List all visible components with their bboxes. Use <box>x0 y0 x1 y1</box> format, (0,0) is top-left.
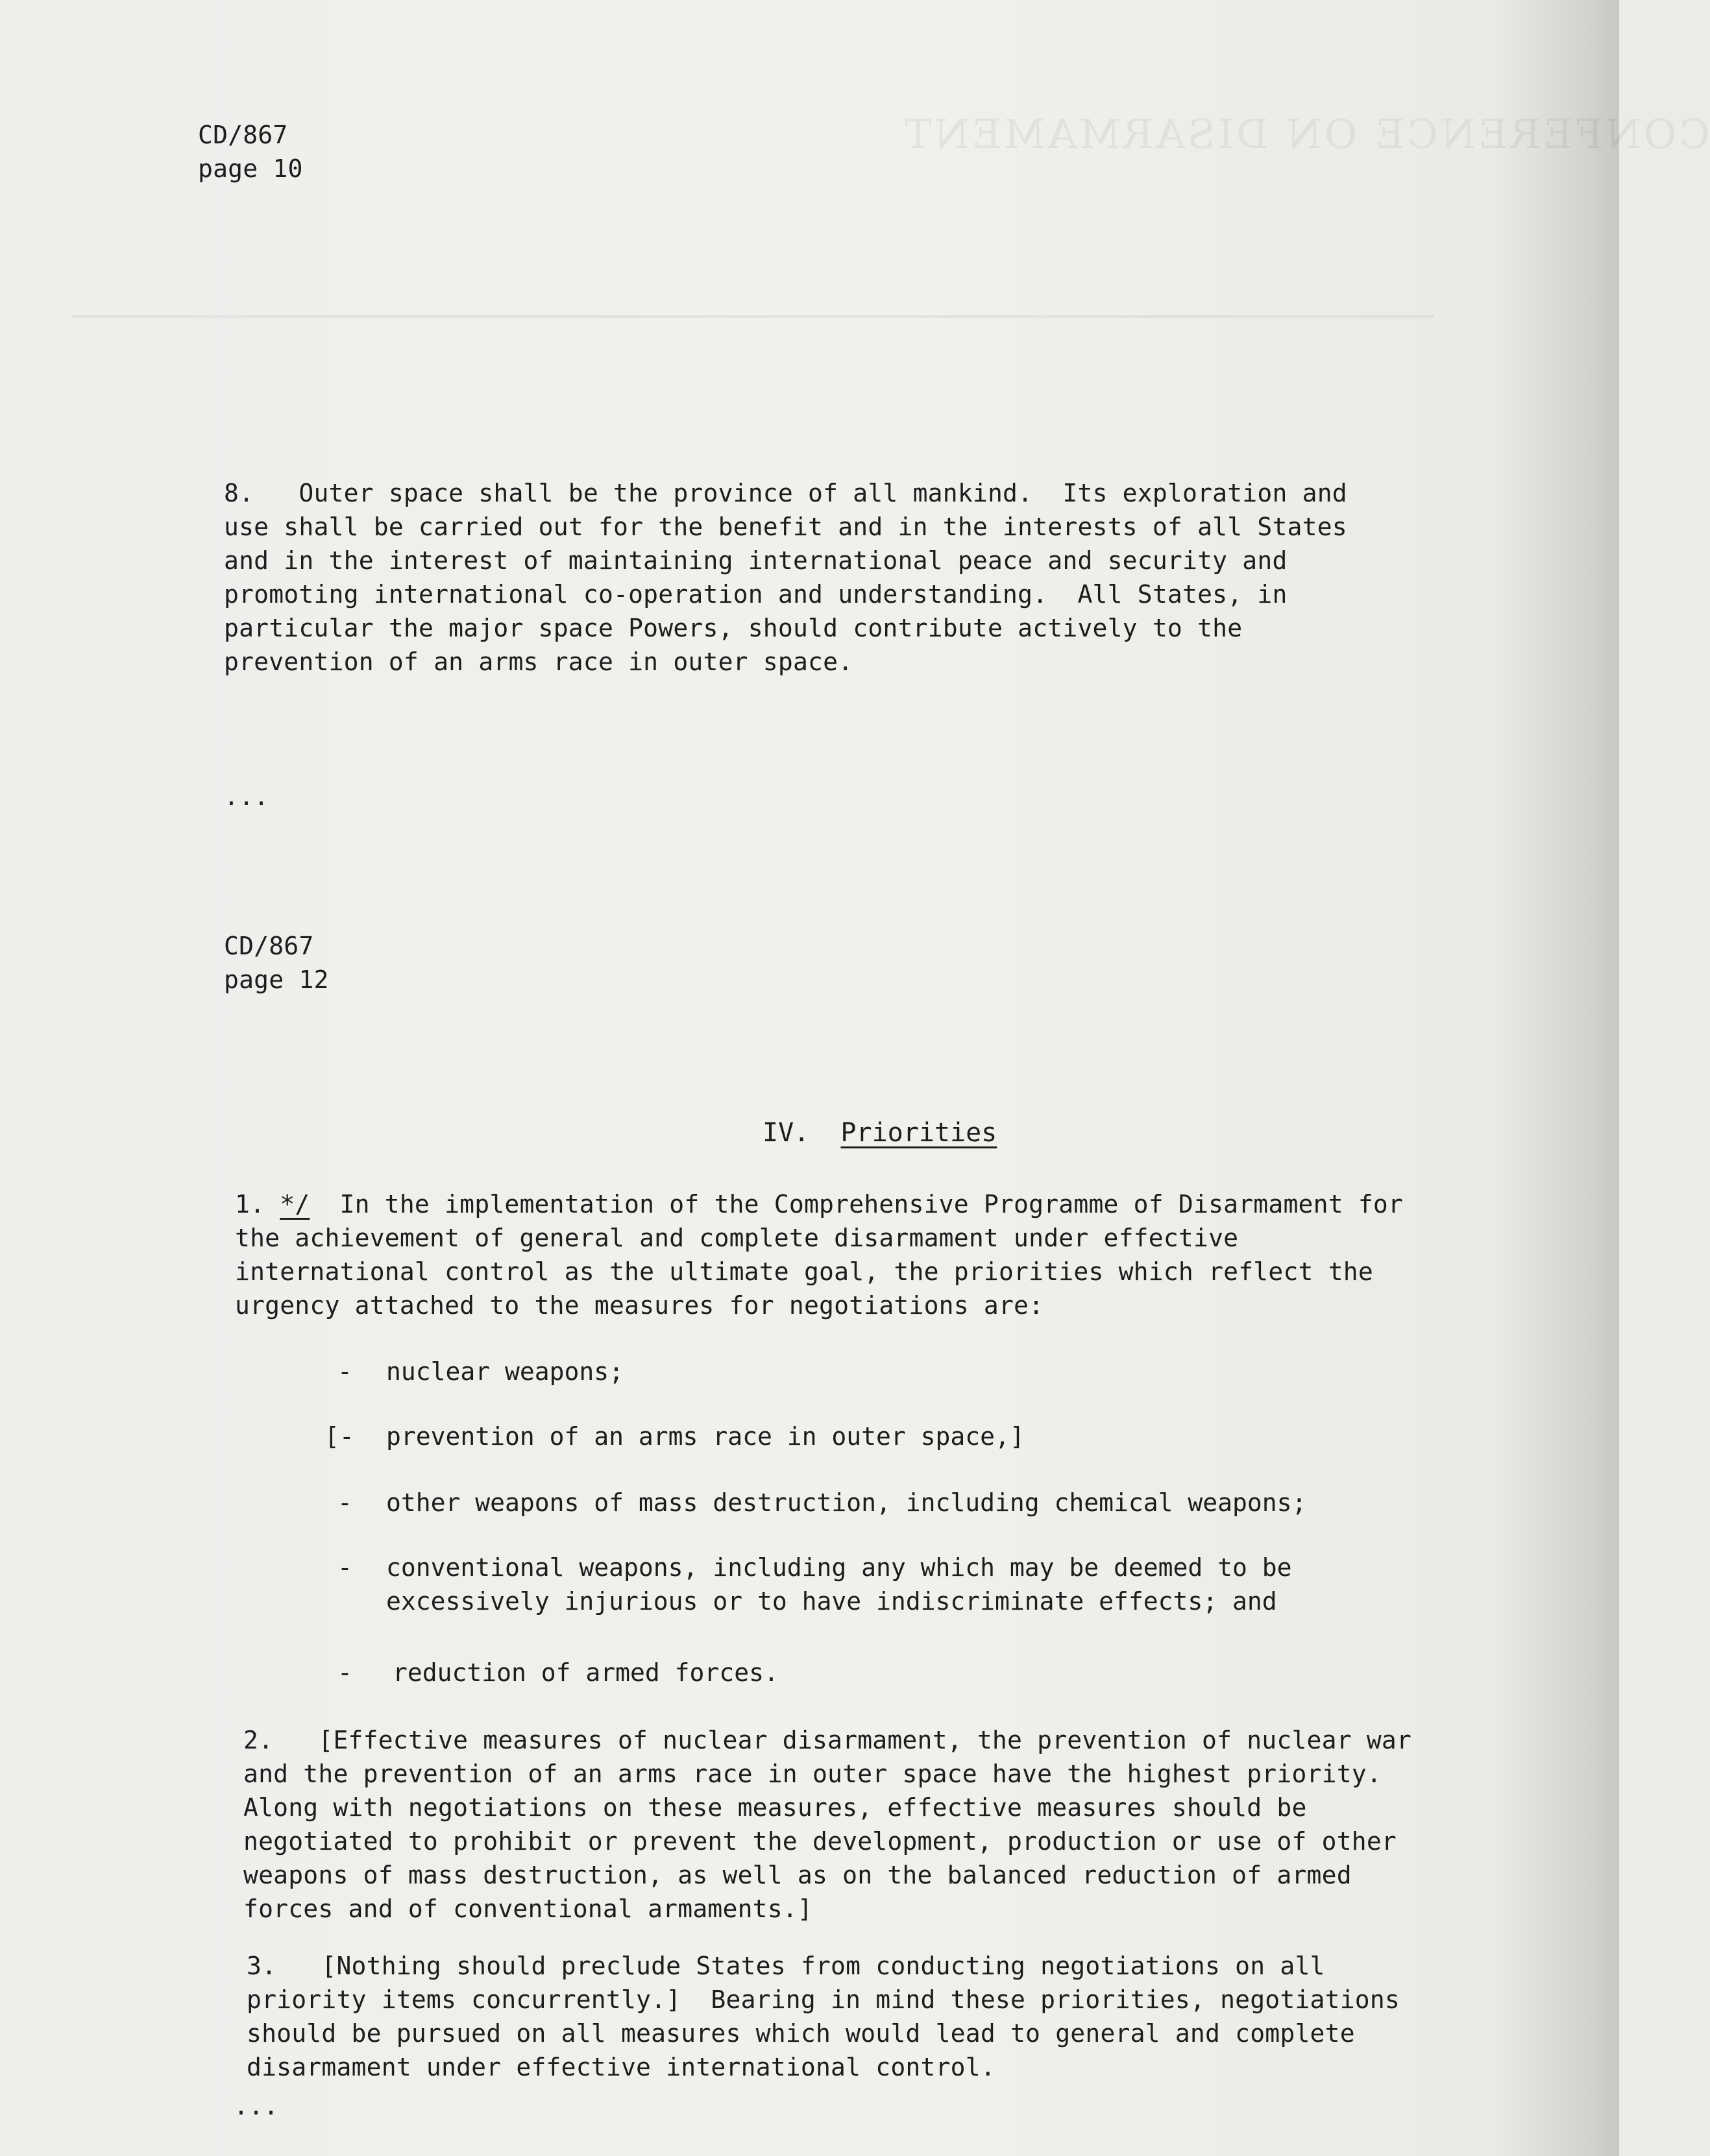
paragraph-line: Along with negotiations on these measures, effective measures should be <box>243 1793 1307 1822</box>
omission-ellipsis: ... <box>224 782 269 811</box>
paragraph-number: 8. <box>224 479 254 507</box>
bleed-through-rule <box>71 315 1434 318</box>
list-item-text: reduction of armed forces. <box>393 1658 779 1687</box>
page-header-12 <box>224 929 329 997</box>
paragraph-line: use shall be carried out for the benefit and in the interests of all States <box>224 513 1347 541</box>
page-number: page 12 <box>224 965 329 994</box>
paragraph-line: promoting international co-operation and understanding. All States, in <box>224 580 1288 609</box>
paragraph-line: particular the major space Powers, should contribute actively to the <box>224 614 1243 642</box>
paragraph-line: weapons of mass destruction, as well as on the balanced reduction of armed <box>243 1861 1352 1889</box>
paragraph-8 <box>224 476 1347 679</box>
paragraph-line: In the implementation of the Comprehensive Programme of Disarmament for <box>339 1190 1404 1218</box>
paragraph-line: negotiated to prohibit or prevent the development, production or use of other <box>243 1827 1397 1856</box>
list-item-text: excessively injurious or to have indiscriminate effects; and <box>386 1587 1277 1616</box>
paragraph-line: forces and of conventional armaments.] <box>243 1895 812 1923</box>
doc-symbol: CD/867 <box>198 121 288 149</box>
paragraph-1 <box>235 1187 1403 1322</box>
list-item-text: conventional weapons, including any which may be deemed to be <box>386 1553 1292 1582</box>
paragraph-3 <box>247 1949 1400 2084</box>
section-title: Priorities <box>840 1118 997 1148</box>
page-header-10 <box>198 118 303 186</box>
paragraph-line: disarmament under effective international control. <box>247 2053 995 2081</box>
paragraph-line: [Effective measures of nuclear disarmament, the prevention of nuclear war <box>318 1726 1412 1754</box>
paragraph-line: [Nothing should preclude States from conducting negotiations on all <box>321 1952 1325 1980</box>
bullet-dash: - <box>337 1658 352 1687</box>
paragraph-line: should be pursued on all measures which would lead to general and complete <box>247 2019 1355 2048</box>
paragraph-2 <box>243 1723 1411 1926</box>
paragraph-line: Outer space shall be the province of all mankind. Its exploration and <box>299 479 1347 507</box>
paragraph-line: international control as the ultimate goal, the priorities which reflect the <box>235 1257 1373 1286</box>
section-number: IV. <box>763 1118 810 1148</box>
paragraph-line: urgency attached to the measures for negotiations are: <box>235 1291 1044 1320</box>
bullet-dash: [- <box>324 1422 354 1451</box>
bleed-through-title: CONFERENCE ON DISARMAMENT <box>902 110 1710 158</box>
bullet-dash: - <box>337 1357 352 1386</box>
list-item-text: other weapons of mass destruction, including chemical weapons; <box>386 1488 1307 1517</box>
omission-ellipsis: ... <box>234 2092 279 2120</box>
doc-symbol: CD/867 <box>224 932 314 960</box>
page-number: page 10 <box>198 154 303 183</box>
paragraph-line: the achievement of general and complete disarmament under effective <box>235 1224 1239 1252</box>
paragraph-number: 1. <box>235 1190 265 1218</box>
bullet-dash: - <box>337 1553 352 1582</box>
paragraph-line: priority items concurrently.] Bearing in mind these priorities, negotiations <box>247 1985 1400 2014</box>
paragraph-line: and the prevention of an arms race in outer space have the highest priority. <box>243 1760 1382 1788</box>
paragraph-line: prevention of an arms race in outer space. <box>224 648 853 676</box>
list-item-text: nuclear weapons; <box>386 1357 624 1386</box>
paragraph-number: 3. <box>247 1952 277 1980</box>
list-item-text: prevention of an arms race in outer space,] <box>386 1422 1025 1451</box>
footnote-marker: */ <box>280 1190 310 1218</box>
paragraph-line: and in the interest of maintaining international peace and security and <box>224 546 1288 575</box>
paragraph-number: 2. <box>243 1726 274 1754</box>
bullet-dash: - <box>337 1488 352 1517</box>
section-heading <box>763 1116 997 1150</box>
